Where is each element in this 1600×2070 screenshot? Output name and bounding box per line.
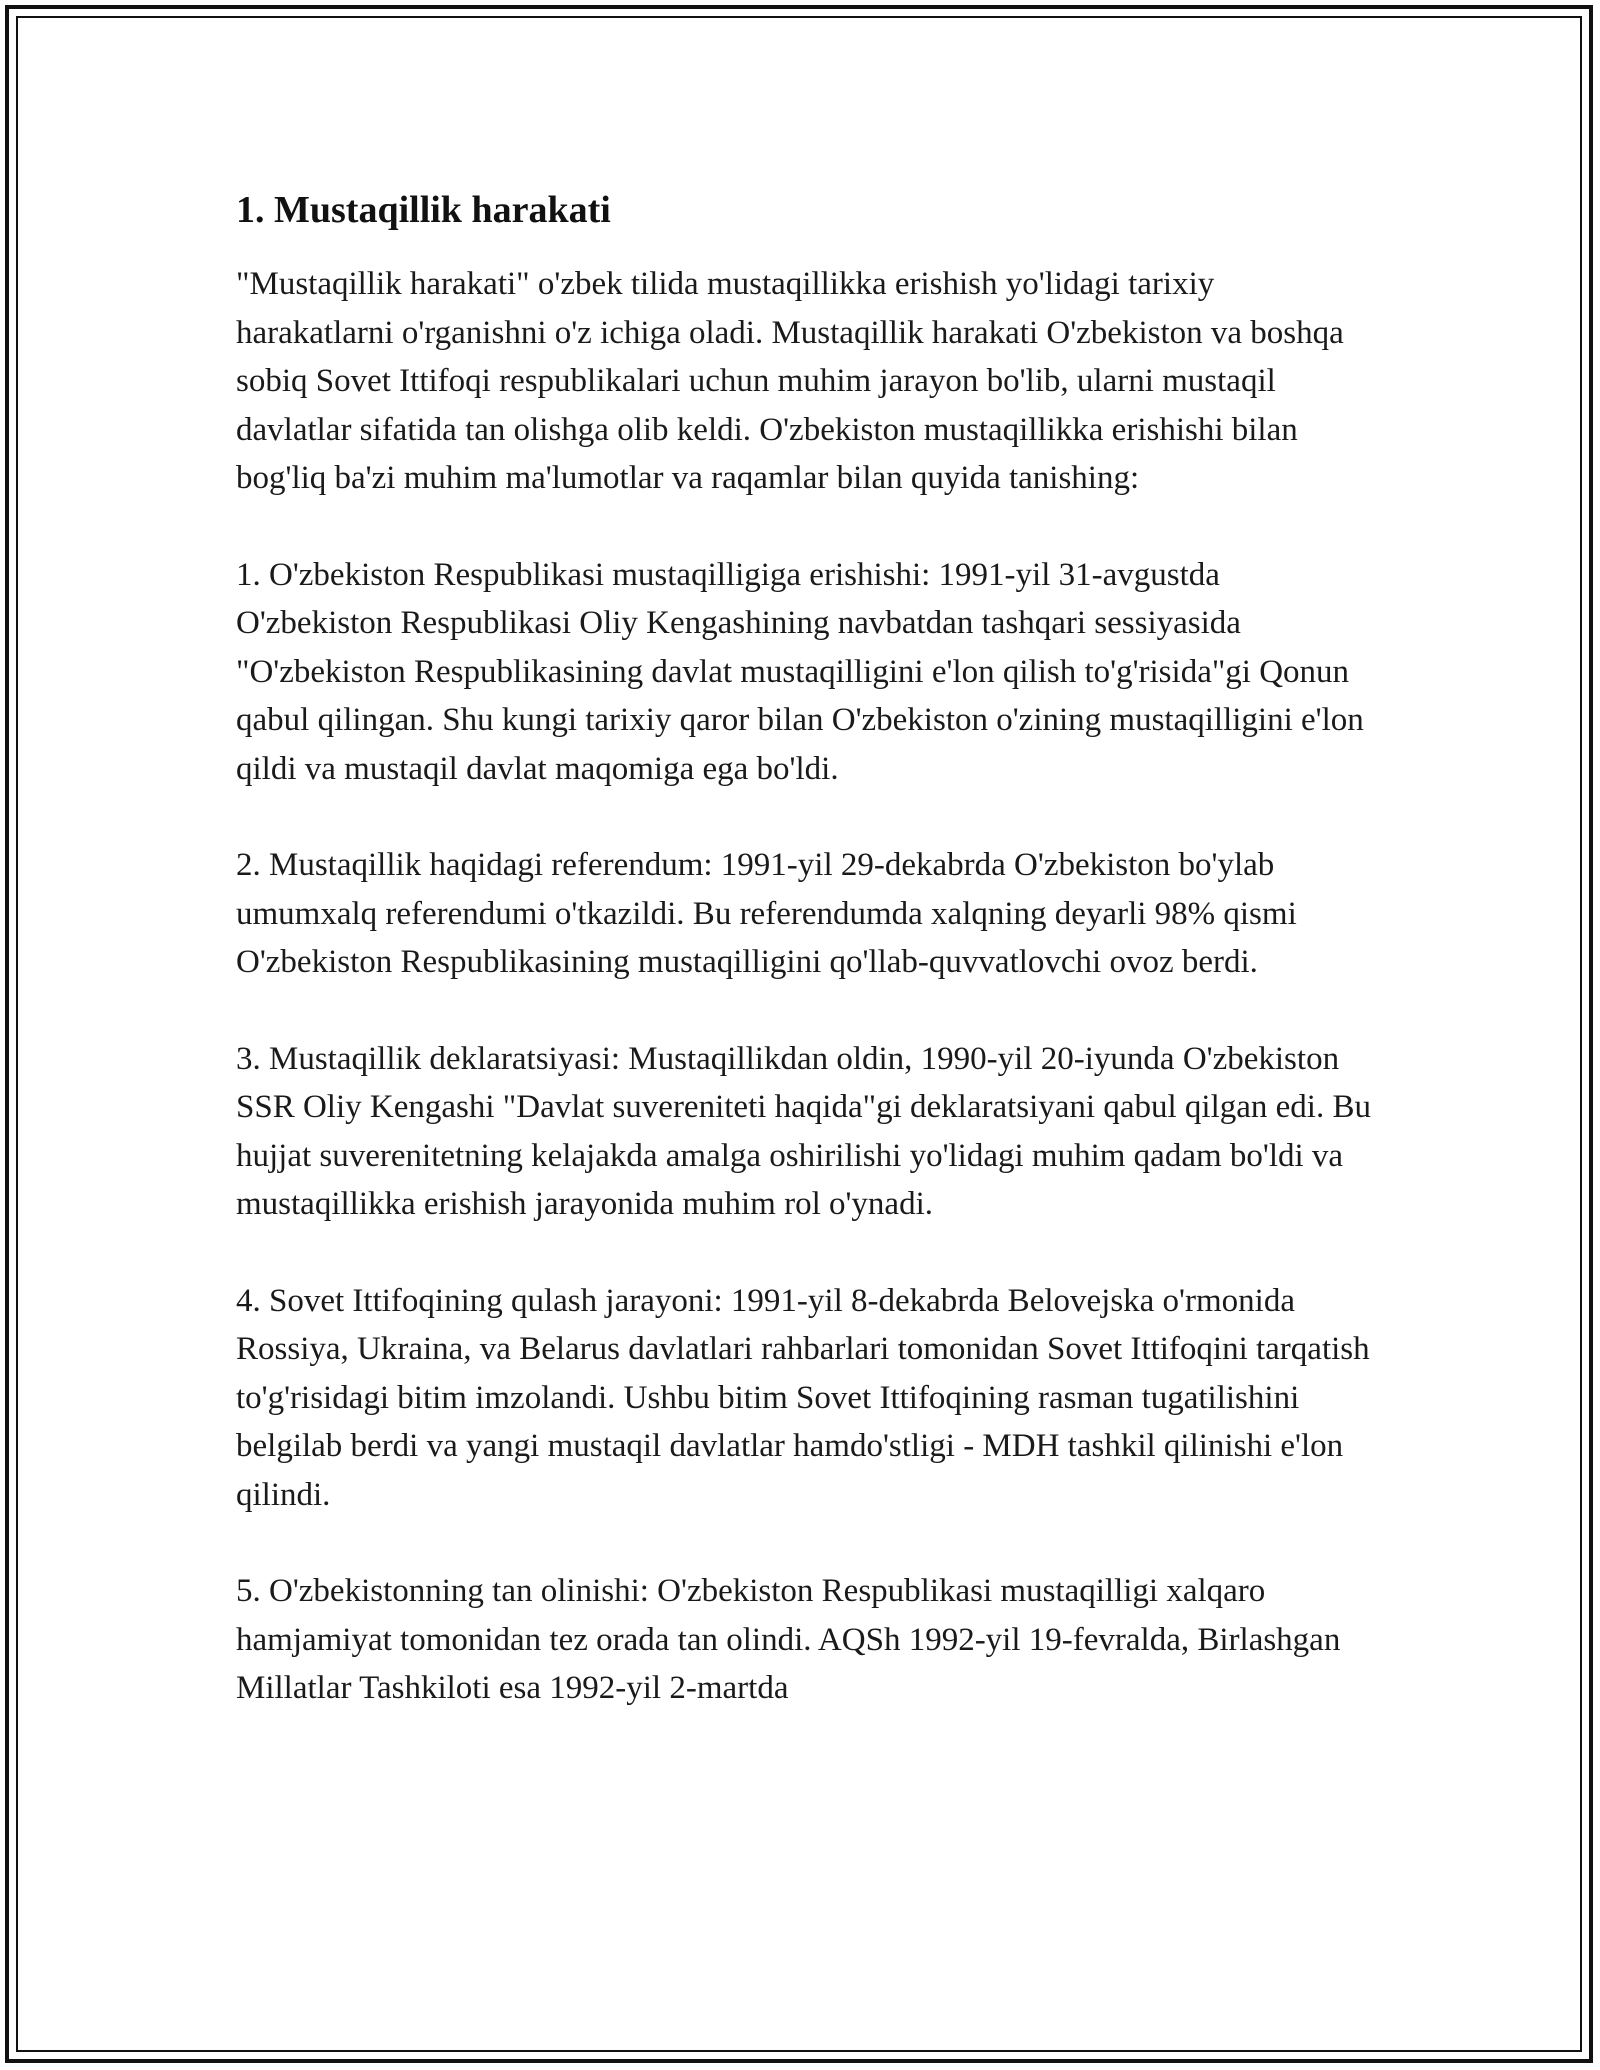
point-4-paragraph: 4. Sovet Ittifoqining qulash jarayoni: 1991-yil 8-dekabrda Belovejska o'rmonida Rossiya, Ukraina, va Belarus davlatlari rahbarlari tomonidan Sovet Ittifoqini tarqatish to'g'risidagi bitim imzolandi. Ushbu bitim Sovet Ittifoqining rasman tugatilishini belgilab berdi va yangi mustaqil davlatlar hamdo'stligi - MDH tashkil qilinishi e'lon qilindi. bbox=[236, 1282, 1370, 1513]
point-5-paragraph: 5. O'zbekistonning tan olinishi: O'zbekiston Respublikasi mustaqilligi xalqaro hamjamiyat tomonidan tez orada tan olindi. AQSh 1992-yil 19-fevralda, Birlashgan Millatlar Tashkiloti esa 1992-yil 2-martda bbox=[236, 1573, 1341, 1706]
point-3-paragraph: 3. Mustaqillik deklaratsiyasi: Mustaqillikdan oldin, 1990-yil 20-iyunda O'zbekiston SSR Oliy Kengashi "Davlat suvereniteti haqida"gi deklaratsiyani qabul qilgan edi. Bu hujjat suverenitetning kelajakda amalga oshirilishi yo'lidagi muhim qadam bo'ldi va mustaqillikka erishish jarayonida muhim rol o'ynadi. bbox=[236, 1040, 1371, 1222]
intro-paragraph: "Mustaqillik harakati" o'zbek tilida mustaqillikka erishish yo'lidagi tarixiy harakatlarni o'rganishni o'z ichiga oladi. Mustaqillik harakati O'zbekiston va boshqa sobiq Sovet Ittifoqi respublikalari uchun muhim jarayon bo'lib, ularni mustaqil davlatlar sifatida tan olishga olib keldi. O'zbekiston mustaqillikka erishishi bilan bog'liq ba'zi muhim ma'lumotlar va raqamlar bilan quyida tanishing: bbox=[236, 266, 1344, 496]
point-2-paragraph: 2. Mustaqillik haqidagi referendum: 1991-yil 29-dekabrda O'zbekiston bo'ylab umumxalq referendumi o'tkazildi. Bu referendumda xalqning deyarli 98% qismi O'zbekiston Respublikasining mustaqilligini qo'llab-quvvatlovchi ovoz berdi. bbox=[236, 847, 1297, 980]
section-heading: 1. Mustaqillik harakati bbox=[236, 189, 611, 231]
point-1-paragraph: 1. O'zbekiston Respublikasi mustaqilligiga erishishi: 1991-yil 31-avgustda O'zbekiston Respublikasi Oliy Kengashining navbatdan tashqari sessiyasida "O'zbekiston Respublikasining davlat mustaqilligini e'lon qilish to'g'risida"gi Qonun qabul qilingan. Shu kungi tarixiy qaror bilan O'zbekiston o'zining mustaqilligini e'lon qildi va mustaqil davlat maqomiga ega bo'ldi. bbox=[236, 556, 1364, 787]
document-body bbox=[236, 186, 1376, 1713]
